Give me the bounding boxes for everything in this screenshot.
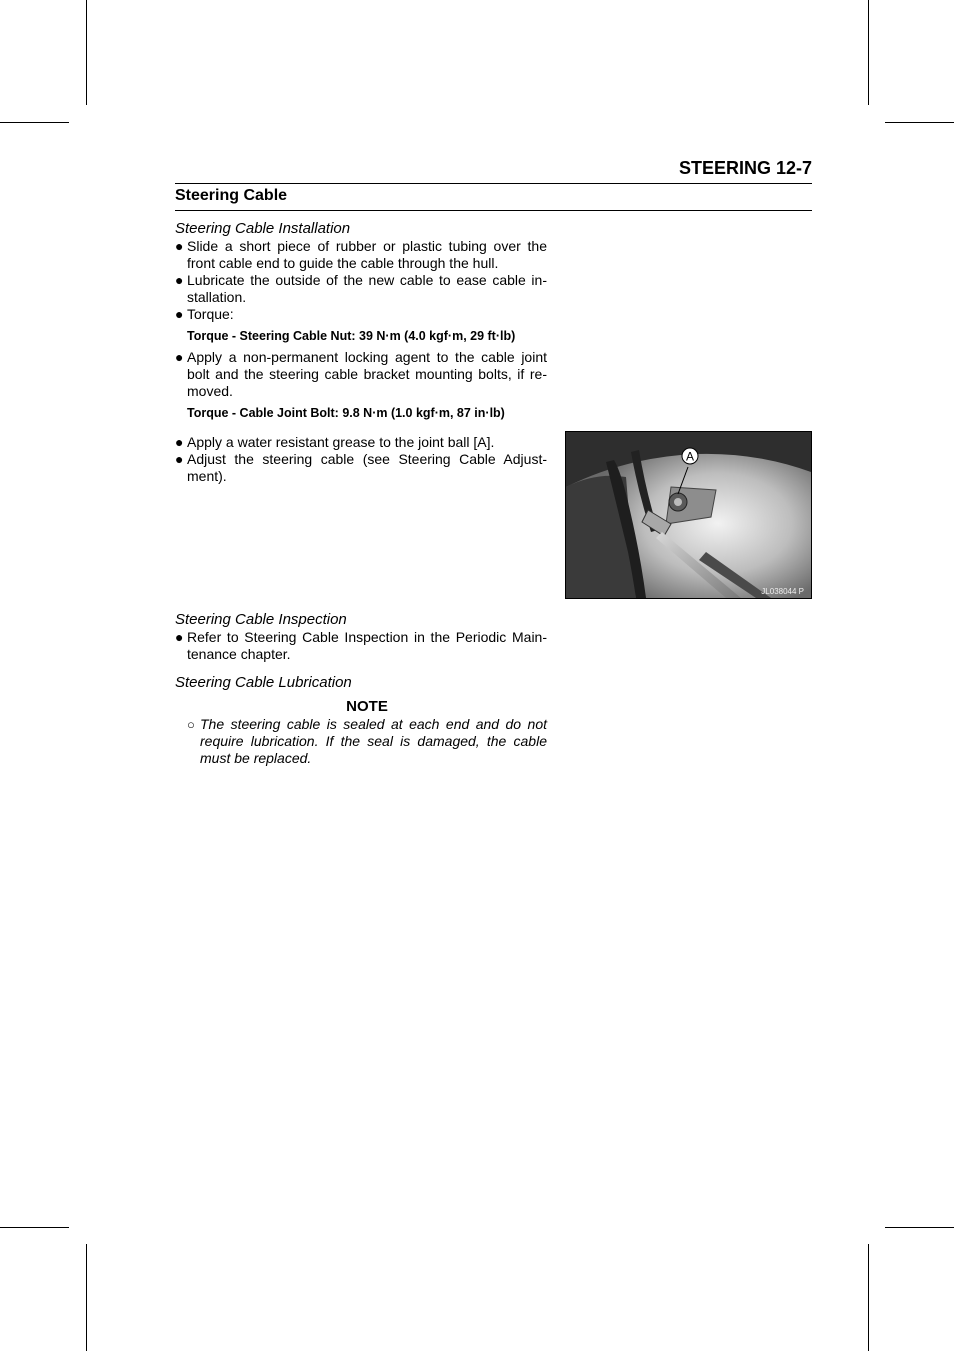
list-item <box>175 306 547 323</box>
crop-mark <box>86 1244 87 1351</box>
joint-ball-photo <box>565 431 812 599</box>
list-item <box>175 272 547 306</box>
list-item <box>175 238 547 272</box>
installation-section-continued <box>175 434 547 485</box>
bullet-icon: ● <box>175 238 184 254</box>
lubrication-heading: Steering Cable Lubrication <box>175 674 352 691</box>
bullet-icon: ● <box>175 272 184 288</box>
installation-heading: Steering Cable Installation <box>175 220 351 237</box>
figure-code: JL038044 P <box>761 587 804 596</box>
crop-mark <box>86 0 87 105</box>
bullet-text: Adjust the steering cable (see Steering Cable Adjust-ment). <box>187 451 547 484</box>
crop-mark <box>0 1227 69 1228</box>
list-item <box>175 451 547 485</box>
inspection-heading: Steering Cable Inspection <box>175 611 347 628</box>
crop-mark <box>868 1244 869 1351</box>
bullet-text: Refer to Steering Cable Inspection in the Periodic Main-tenance chapter. <box>187 629 547 662</box>
torque-spec: Torque - Steering Cable Nut: 39 N·m (4.0 kgf·m, 29 ft·lb) <box>187 329 516 343</box>
bullet-icon: ● <box>175 629 184 645</box>
torque-spec: Torque - Cable Joint Bolt: 9.8 N·m (1.0 kgf·m, 87 in·lb) <box>187 406 505 420</box>
bullet-text: Apply a water resistant grease to the joint ball [A]. <box>187 434 495 450</box>
list-item <box>175 349 547 400</box>
bullet-icon: ● <box>175 306 184 322</box>
bullet-text: Torque: <box>187 306 234 322</box>
crop-mark <box>868 0 869 105</box>
header-rule <box>175 183 812 184</box>
inspection-section <box>175 611 547 663</box>
note-text: The steering cable is sealed at each end and do not require lubrication. If the seal is damaged, the cable must be replaced. <box>200 716 547 766</box>
bullet-text: Apply a non-permanent locking agent to the cable joint bolt and the steering cable bracket mounting bolts, if re-moved. <box>187 349 547 399</box>
note-bullet-icon: ○ <box>187 717 195 732</box>
list-item <box>175 434 547 451</box>
installation-section <box>175 220 547 421</box>
crop-mark <box>0 122 69 123</box>
list-item <box>175 629 547 663</box>
crop-mark <box>885 122 954 123</box>
bullet-icon: ● <box>175 349 184 365</box>
bullet-text: Lubricate the outside of the new cable to ease cable in-stallation. <box>187 272 547 305</box>
lubrication-section <box>175 674 547 767</box>
bullet-text: Slide a short piece of rubber or plastic tubing over the front cable end to guide the cable through the hull. <box>187 238 547 271</box>
note-title: NOTE <box>346 698 388 715</box>
bullet-icon: ● <box>175 451 184 467</box>
bullet-icon: ● <box>175 434 184 450</box>
section-title: Steering Cable <box>175 187 288 204</box>
note-item <box>175 716 547 767</box>
figure-callout: A <box>685 449 695 464</box>
crop-mark <box>885 1227 954 1228</box>
section-rule <box>175 210 812 211</box>
page-header: STEERING 12-7 <box>678 158 812 178</box>
